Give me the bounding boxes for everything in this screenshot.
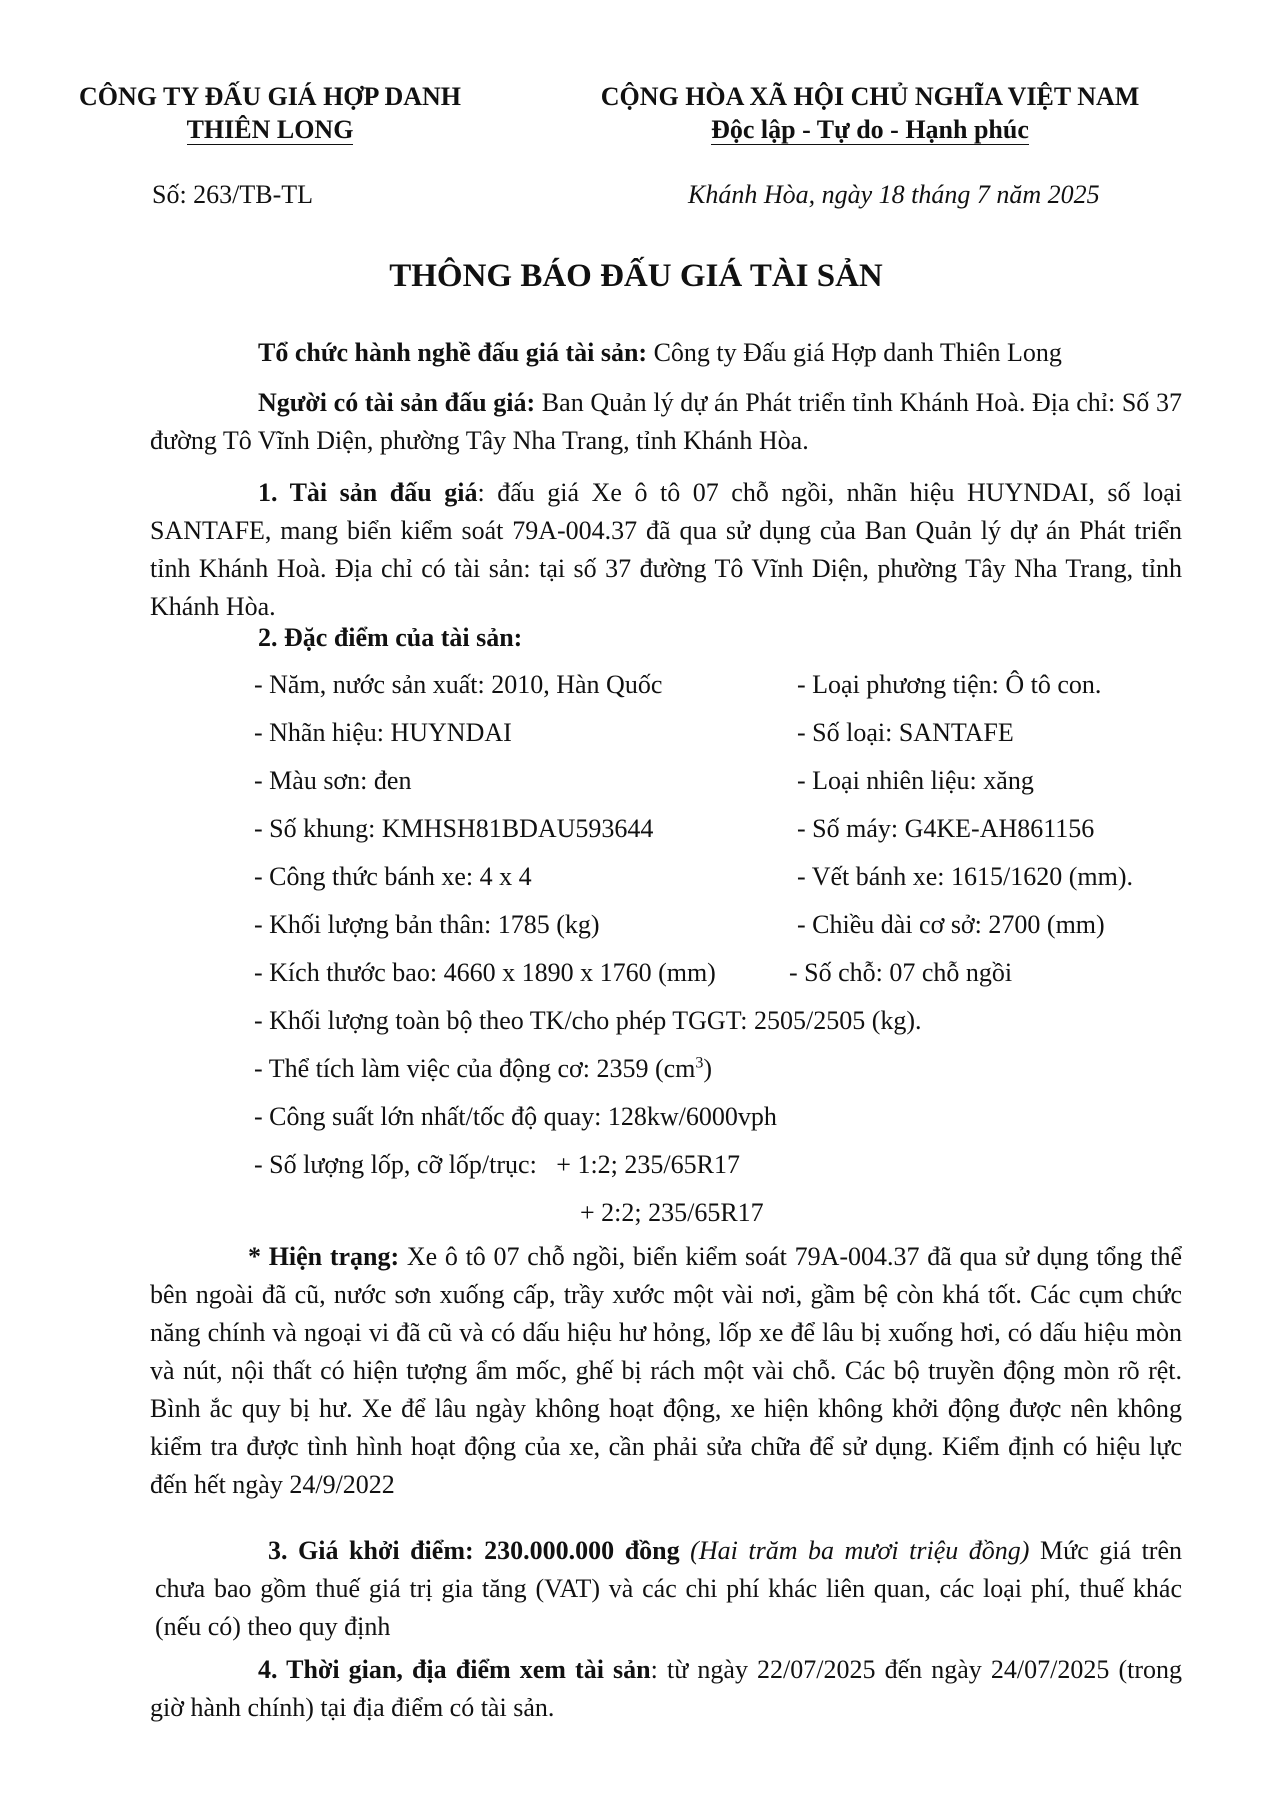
spec-right-item: - Số chỗ: 07 chỗ ngồi (789, 958, 1013, 987)
asset-owner-value: Ban Quản lý dự án Phát triển tỉnh Khánh Hoà. Địa chỉ: Số 37 đường Tô Vĩnh Diện, phường Tây Nha Trang, tỉnh Khánh Hòa. (150, 388, 1182, 455)
spec-total-weight: - Khối lượng toàn bộ theo TK/cho phép TGGT: 2505/2505 (kg). (254, 1006, 922, 1035)
spec-right-item: - Số máy: G4KE-AH861156 (797, 814, 1095, 843)
section-asset (150, 474, 1182, 626)
spec-right-item: - Loại phương tiện: Ô tô con. (797, 670, 1102, 699)
document-title: THÔNG BÁO ĐẤU GIÁ TÀI SẢN (389, 258, 883, 294)
company-name (50, 82, 490, 145)
company-name-line2: THIÊN LONG (186, 115, 354, 144)
starting-price (155, 1532, 1182, 1646)
section-characteristics-title: 2. Đặc điểm của tài sản: (258, 623, 523, 652)
asset-condition (150, 1238, 1182, 1504)
document-number: Số: 263/TB-TL (152, 180, 314, 209)
viewing-time-place (150, 1651, 1182, 1727)
spec-power: - Công suất lớn nhất/tốc độ quay: 128kw/6000vph (254, 1102, 777, 1131)
spec-left-item: - Năm, nước sản xuất: 2010, Hàn Quốc (254, 670, 663, 699)
spec-right-item: - Số loại: SANTAFE (797, 718, 1014, 747)
spec-right-item: - Vết bánh xe: 1615/1620 (mm). (797, 862, 1134, 891)
asset-condition-label: * Hiện trạng: (248, 1242, 400, 1271)
auction-organization-label: Tổ chức hành nghề đấu giá tài sản: (258, 338, 648, 367)
spec-left-item: - Kích thước bao: 4660 x 1890 x 1760 (mm) (254, 958, 716, 987)
spec-right-item: - Loại nhiên liệu: xăng (797, 766, 1034, 795)
starting-price-words: (Hai trăm ba mươi triệu đồng) (679, 1536, 1030, 1565)
spec-engine-volume (254, 1054, 712, 1084)
spec-right-item: - Chiều dài cơ sở: 2700 (mm) (797, 910, 1105, 939)
section-asset-value: : đấu giá Xe ô tô 07 chỗ ngồi, nhãn hiệu HUYNDAI, số loại SANTAFE, mang biển kiểm soát 79A-004.37 đã qua sử dụng của Ban Quản lý dự án Phát triển tỉnh Khánh Hoà. Địa chỉ có tài sản: tại số 37 đường Tô Vĩnh Diện, phường Tây Nha Trang, tỉnh Khánh Hòa. (150, 478, 1182, 621)
spec-left-item: - Màu sơn: đen (254, 766, 412, 795)
national-motto (550, 82, 1190, 145)
starting-price-note: Mức giá trên chưa bao gồm thuế giá trị gia tăng (VAT) và các chi phí khác liên quan, các loại phí, thuế khác (nếu có) theo quy định (155, 1536, 1182, 1641)
spec-left-item: - Công thức bánh xe: 4 x 4 (254, 862, 532, 891)
company-name-line1: CÔNG TY ĐẤU GIÁ HỢP DANH (78, 82, 462, 111)
spec-left-item: - Số khung: KMHSH81BDAU593644 (254, 814, 654, 843)
spec-left-item: - Nhãn hiệu: HUYNDAI (254, 718, 512, 747)
spec-engine-volume-exponent: 3 (695, 1054, 704, 1072)
asset-owner-label: Người có tài sản đấu giá: (258, 388, 536, 417)
viewing-time-place-value: : từ ngày 22/07/2025 đến ngày 24/07/2025 (trong giờ hành chính) tại địa điểm có tài sản. (150, 1655, 1183, 1722)
spec-engine-volume-end: ) (703, 1054, 713, 1083)
viewing-time-place-label: 4. Thời gian, địa điểm xem tài sản (258, 1655, 651, 1684)
spec-tires-line1: - Số lượng lốp, cỡ lốp/trục: + 1:2; 235/65R17 (254, 1150, 740, 1179)
nation-name: CỘNG HÒA XÃ HỘI CHỦ NGHĨA VIỆT NAM (600, 82, 1140, 111)
asset-owner (150, 384, 1182, 460)
auction-organization (150, 334, 1182, 372)
asset-condition-value: Xe ô tô 07 chỗ ngồi, biển kiểm soát 79A-004.37 đã qua sử dụng tổng thể bên ngoài đã cũ, nước sơn xuống cấp, trầy xước một vài nơi, gầm bệ còn khá tốt. Các cụm chức năng chính và ngoại vi đã cũ và có dấu hiệu hư hỏng, lốp xe để lâu bị xuống hơi, có dấu hiệu mòn và nút, nội thất có hiện tượng ẩm mốc, ghế bị rách một vài chỗ. Các bộ truyền động mòn rõ rệt. Bình ắc quy bị hư. Xe để lâu ngày không hoạt động, xe hiện không khởi động được nên không kiểm tra được tình hình hoạt động của xe, cần phải sửa chữa để sử dụng. Kiểm định có hiệu lực đến hết ngày 24/9/2022 (150, 1242, 1183, 1499)
nation-motto: Độc lập - Tự do - Hạnh phúc (711, 115, 1029, 144)
spec-tires-line2: + 2:2; 235/65R17 (580, 1198, 764, 1227)
place-date: Khánh Hòa, ngày 18 tháng 7 năm 2025 (688, 180, 1100, 209)
spec-engine-volume-text: - Thể tích làm việc của động cơ: 2359 (cm (254, 1054, 696, 1083)
section-asset-label: 1. Tài sản đấu giá (258, 478, 478, 507)
spec-left-item: - Khối lượng bản thân: 1785 (kg) (254, 910, 600, 939)
starting-price-label: 3. Giá khởi điểm: 230.000.000 đồng (268, 1536, 680, 1565)
auction-organization-value: Công ty Đấu giá Hợp danh Thiên Long (647, 338, 1062, 367)
